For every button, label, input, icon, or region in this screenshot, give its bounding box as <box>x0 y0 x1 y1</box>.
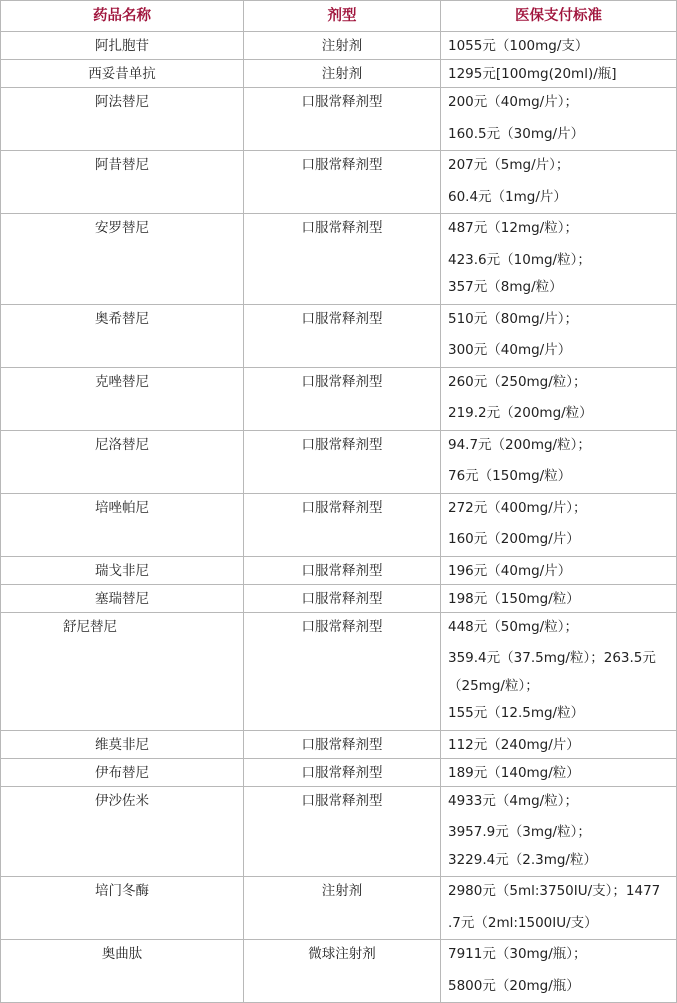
payment-standard-cell <box>441 304 677 367</box>
price-line: 198元（150mg/粒） <box>448 590 580 607</box>
price-line: 112元（240mg/片） <box>448 736 580 753</box>
drug-name: 阿昔替尼 <box>95 157 149 173</box>
price-line: 423.6元（10mg/粒）； <box>448 251 591 268</box>
dosage-form: 口服常释剂型 <box>301 764 383 781</box>
price-line: 5800元（20mg/瓶） <box>448 977 580 994</box>
table-row <box>1 584 677 612</box>
price-line: 3229.4元（2.3mg/粒） <box>448 851 597 868</box>
drug-name-cell <box>1 877 244 940</box>
table-body <box>1 32 677 1003</box>
price-line: 300元（40mg/片） <box>448 342 572 358</box>
drug-name: 维莫非尼 <box>95 736 149 753</box>
drug-name-cell <box>1 940 244 1003</box>
dosage-form-cell <box>244 60 441 88</box>
header-payment-standard: 医保支付标准 <box>441 1 677 32</box>
drug-name-cell <box>1 88 244 151</box>
table-row <box>1 430 677 493</box>
table-row <box>1 612 677 730</box>
dosage-form-cell <box>244 430 441 493</box>
header-drug-name: 药品名称 <box>1 1 244 32</box>
price-line: 160元（200mg/片） <box>448 531 580 547</box>
price-line: 359.4元（37.5mg/粒）；263.5元 <box>448 650 656 666</box>
price-line: 448元（50mg/粒）； <box>448 618 578 635</box>
dosage-form: 口服常释剂型 <box>301 736 383 753</box>
dosage-form: 口服常释剂型 <box>301 618 383 635</box>
drug-name-cell <box>1 304 244 367</box>
payment-standard-cell <box>441 940 677 1003</box>
dosage-form-cell <box>244 32 441 60</box>
drug-name-cell <box>1 612 244 730</box>
dosage-form-cell <box>244 151 441 214</box>
drug-name-cell <box>1 430 244 493</box>
drug-name-cell <box>1 32 244 60</box>
payment-standard-cell <box>441 60 677 88</box>
dosage-form-cell <box>244 612 441 730</box>
price-line: 510元（80mg/片）； <box>448 310 578 327</box>
price-line: 1055元（100mg/支） <box>448 38 589 54</box>
payment-standard-cell <box>441 32 677 60</box>
drug-name: 奥曲肽 <box>101 946 143 962</box>
drug-name: 伊沙佐米 <box>95 792 149 809</box>
dosage-form-cell <box>244 367 441 430</box>
drug-name-cell <box>1 730 244 758</box>
table-row <box>1 304 677 367</box>
drug-name: 舒尼替尼 <box>63 618 117 635</box>
drug-name: 瑞戈非尼 <box>95 562 149 579</box>
price-line: 4933元（4mg/粒）； <box>448 792 578 809</box>
table-row <box>1 940 677 1003</box>
drug-name: 阿法替尼 <box>95 94 149 110</box>
price-line: 7911元（30mg/瓶）； <box>448 946 587 962</box>
price-line: .7元（2ml:1500IU/支） <box>448 914 598 931</box>
price-line: 487元（12mg/粒）； <box>448 220 578 236</box>
drug-name-cell <box>1 786 244 877</box>
price-line: 155元（12.5mg/粒） <box>448 705 585 721</box>
price-line: 1295元[100mg(20ml)/瓶] <box>448 66 617 82</box>
price-line: 76元（150mg/粒） <box>448 468 572 484</box>
table-row <box>1 60 677 88</box>
dosage-form-cell <box>244 940 441 1003</box>
price-line: 196元（40mg/片） <box>448 562 572 579</box>
drug-name: 塞瑞替尼 <box>95 590 149 607</box>
price-line: 2980元（5ml:3750IU/支）；1477 <box>448 883 661 899</box>
payment-standard-cell <box>441 584 677 612</box>
dosage-form: 微球注射剂 <box>308 946 376 962</box>
dosage-form: 口服常释剂型 <box>301 562 383 579</box>
payment-standard-cell <box>441 430 677 493</box>
drug-name: 伊布替尼 <box>95 764 149 781</box>
table-row <box>1 877 677 940</box>
dosage-form: 注射剂 <box>321 883 363 899</box>
table-row <box>1 786 677 877</box>
dosage-form: 口服常释剂型 <box>301 310 383 327</box>
dosage-form: 口服常释剂型 <box>301 792 383 809</box>
dosage-form-cell <box>244 730 441 758</box>
table-row <box>1 32 677 60</box>
price-line: 94.7元（200mg/粒）； <box>448 436 591 453</box>
price-line: 3957.9元（3mg/粒）； <box>448 824 591 840</box>
drug-name: 奥希替尼 <box>95 310 149 327</box>
payment-standard-cell <box>441 151 677 214</box>
dosage-form: 口服常释剂型 <box>301 499 383 516</box>
dosage-form-cell <box>244 304 441 367</box>
drug-name-cell <box>1 367 244 430</box>
drug-name: 培门冬酶 <box>95 883 149 899</box>
drug-name-cell <box>1 151 244 214</box>
dosage-form-cell <box>244 214 441 305</box>
dosage-form: 注射剂 <box>321 38 363 54</box>
dosage-form: 口服常释剂型 <box>301 373 383 390</box>
drug-name-cell <box>1 556 244 584</box>
price-line: 272元（400mg/片）； <box>448 499 587 516</box>
price-line: 207元（5mg/片）； <box>448 157 570 173</box>
header-dosage-form: 剂型 <box>244 1 441 32</box>
dosage-form: 口服常释剂型 <box>301 436 383 453</box>
price-line: 260元（250mg/粒）； <box>448 373 587 390</box>
dosage-form-cell <box>244 786 441 877</box>
payment-standard-cell <box>441 612 677 730</box>
drug-name-cell <box>1 758 244 786</box>
dosage-form: 口服常释剂型 <box>301 94 383 110</box>
table-row <box>1 367 677 430</box>
drug-name-cell <box>1 60 244 88</box>
payment-standard-cell <box>441 877 677 940</box>
dosage-form-cell <box>244 88 441 151</box>
table-row <box>1 88 677 151</box>
price-line: 219.2元（200mg/粒） <box>448 405 593 421</box>
payment-standard-cell <box>441 556 677 584</box>
drug-name: 培唑帕尼 <box>95 499 149 516</box>
dosage-form: 口服常释剂型 <box>301 157 383 173</box>
drug-name-cell <box>1 584 244 612</box>
price-line: 200元（40mg/片）； <box>448 94 578 110</box>
table-row <box>1 214 677 305</box>
dosage-form-cell <box>244 758 441 786</box>
payment-standard-cell <box>441 367 677 430</box>
dosage-form: 注射剂 <box>321 66 363 82</box>
dosage-form-cell <box>244 556 441 584</box>
price-line: 160.5元（30mg/片） <box>448 125 585 142</box>
drug-name: 安罗替尼 <box>95 220 149 236</box>
drug-name: 克唑替尼 <box>95 373 149 390</box>
payment-standard-cell <box>441 758 677 786</box>
table-row <box>1 493 677 556</box>
drug-name: 尼洛替尼 <box>95 436 149 453</box>
payment-standard-cell <box>441 730 677 758</box>
table-header-row <box>1 1 677 32</box>
payment-standard-cell <box>441 214 677 305</box>
dosage-form-cell <box>244 584 441 612</box>
drug-name-cell <box>1 214 244 305</box>
drug-name: 西妥昔单抗 <box>88 66 156 82</box>
drug-name: 阿扎胞苷 <box>95 38 149 54</box>
table-row <box>1 730 677 758</box>
dosage-form: 口服常释剂型 <box>301 590 383 607</box>
dosage-form-cell <box>244 877 441 940</box>
drug-name-cell <box>1 493 244 556</box>
table-row <box>1 556 677 584</box>
payment-standard-cell <box>441 786 677 877</box>
price-line: 60.4元（1mg/片） <box>448 188 567 205</box>
dosage-form-cell <box>244 493 441 556</box>
price-line: （25mg/粒）； <box>448 677 539 694</box>
price-line: 357元（8mg/粒） <box>448 279 563 295</box>
table-row <box>1 151 677 214</box>
payment-standard-cell <box>441 88 677 151</box>
table-row <box>1 758 677 786</box>
payment-standard-cell <box>441 493 677 556</box>
price-line: 189元（140mg/粒） <box>448 764 580 781</box>
dosage-form: 口服常释剂型 <box>301 220 383 236</box>
